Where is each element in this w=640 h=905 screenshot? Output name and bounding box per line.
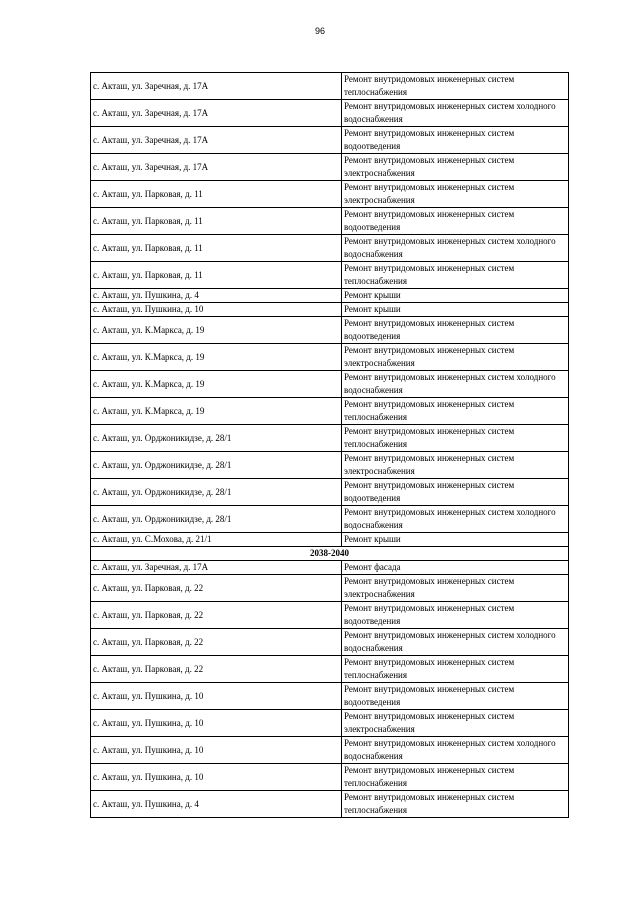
work-type-cell: Ремонт фасада [342, 561, 569, 575]
works-table [90, 72, 569, 818]
address-cell: с. Акташ, ул. Парковая, д. 11 [91, 208, 342, 235]
address-cell: с. Акташ, ул. Пушкина, д. 10 [91, 737, 342, 764]
address-cell: с. Акташ, ул. Парковая, д. 22 [91, 629, 342, 656]
table-row [91, 100, 569, 127]
address-cell: с. Акташ, ул. Орджоникидзе, д. 28/1 [91, 452, 342, 479]
address-cell: с. Акташ, ул. Пушкина, д. 10 [91, 764, 342, 791]
table-row [91, 235, 569, 262]
address-cell: с. Акташ, ул. Парковая, д. 22 [91, 656, 342, 683]
works-table-body [91, 73, 569, 818]
address-cell: с. Акташ, ул. С.Мохова, д. 21/1 [91, 533, 342, 547]
table-row [91, 575, 569, 602]
address-cell: с. Акташ, ул. Парковая, д. 11 [91, 262, 342, 289]
address-cell: с. Акташ, ул. Пушкина, д. 10 [91, 710, 342, 737]
work-type-cell: Ремонт внутридомовых инженерных систем теплоснабжения [342, 73, 569, 100]
address-cell: с. Акташ, ул. Заречная, д. 17А [91, 73, 342, 100]
work-type-cell: Ремонт внутридомовых инженерных систем теплоснабжения [342, 656, 569, 683]
table-row [91, 656, 569, 683]
table-row [91, 317, 569, 344]
address-cell: с. Акташ, ул. К.Маркса, д. 19 [91, 344, 342, 371]
table-row [91, 127, 569, 154]
period-header-row [91, 547, 569, 561]
work-type-cell: Ремонт крыши [342, 303, 569, 317]
work-type-cell: Ремонт внутридомовых инженерных систем теплоснабжения [342, 791, 569, 818]
work-type-cell: Ремонт внутридомовых инженерных систем холодного водоснабжения [342, 737, 569, 764]
work-type-cell: Ремонт внутридомовых инженерных систем холодного водоснабжения [342, 629, 569, 656]
table-row [91, 303, 569, 317]
address-cell: с. Акташ, ул. Парковая, д. 22 [91, 575, 342, 602]
table-row [91, 398, 569, 425]
work-type-cell: Ремонт внутридомовых инженерных систем электроснабжения [342, 181, 569, 208]
address-cell: с. Акташ, ул. Парковая, д. 11 [91, 181, 342, 208]
address-cell: с. Акташ, ул. Заречная, д. 17А [91, 154, 342, 181]
address-cell: с. Акташ, ул. Пушкина, д. 10 [91, 303, 342, 317]
work-type-cell: Ремонт внутридомовых инженерных систем электроснабжения [342, 710, 569, 737]
work-type-cell: Ремонт крыши [342, 289, 569, 303]
table-row [91, 208, 569, 235]
table-row [91, 262, 569, 289]
table-row [91, 452, 569, 479]
work-type-cell: Ремонт внутридомовых инженерных систем водоотведения [342, 479, 569, 506]
work-type-cell: Ремонт внутридомовых инженерных систем теплоснабжения [342, 764, 569, 791]
address-cell: с. Акташ, ул. Заречная, д. 17А [91, 127, 342, 154]
table-row [91, 629, 569, 656]
address-cell: с. Акташ, ул. Заречная, д. 17А [91, 100, 342, 127]
work-type-cell: Ремонт внутридомовых инженерных систем электроснабжения [342, 575, 569, 602]
work-type-cell: Ремонт внутридомовых инженерных систем водоотведения [342, 127, 569, 154]
table-row [91, 764, 569, 791]
work-type-cell: Ремонт внутридомовых инженерных систем теплоснабжения [342, 262, 569, 289]
page-number: 96 [314, 26, 325, 36]
table-row [91, 289, 569, 303]
table-row [91, 73, 569, 100]
table-row [91, 344, 569, 371]
work-type-cell: Ремонт внутридомовых инженерных систем электроснабжения [342, 452, 569, 479]
work-type-cell: Ремонт внутридомовых инженерных систем водоотведения [342, 208, 569, 235]
address-cell: с. Акташ, ул. Орджоникидзе, д. 28/1 [91, 425, 342, 452]
address-cell: с. Акташ, ул. Пушкина, д. 4 [91, 791, 342, 818]
address-cell: с. Акташ, ул. Пушкина, д. 4 [91, 289, 342, 303]
address-cell: с. Акташ, ул. Орджоникидзе, д. 28/1 [91, 479, 342, 506]
work-type-cell: Ремонт внутридомовых инженерных систем холодного водоснабжения [342, 235, 569, 262]
table-row [91, 425, 569, 452]
work-type-cell: Ремонт внутридомовых инженерных систем теплоснабжения [342, 398, 569, 425]
address-cell: с. Акташ, ул. К.Маркса, д. 19 [91, 317, 342, 344]
work-type-cell: Ремонт внутридомовых инженерных систем водоотведения [342, 683, 569, 710]
table-row [91, 602, 569, 629]
work-type-cell: Ремонт крыши [342, 533, 569, 547]
address-cell: с. Акташ, ул. Орджоникидзе, д. 28/1 [91, 506, 342, 533]
address-cell: с. Акташ, ул. К.Маркса, д. 19 [91, 371, 342, 398]
work-type-cell: Ремонт внутридомовых инженерных систем водоотведения [342, 602, 569, 629]
table-row [91, 683, 569, 710]
address-cell: с. Акташ, ул. К.Маркса, д. 19 [91, 398, 342, 425]
address-cell: с. Акташ, ул. Заречная, д. 17А [91, 561, 342, 575]
table-row [91, 154, 569, 181]
table-row [91, 181, 569, 208]
work-type-cell: Ремонт внутридомовых инженерных систем водоотведения [342, 317, 569, 344]
address-cell: с. Акташ, ул. Пушкина, д. 10 [91, 683, 342, 710]
address-cell: с. Акташ, ул. Парковая, д. 22 [91, 602, 342, 629]
table-row [91, 371, 569, 398]
table-row [91, 737, 569, 764]
work-type-cell: Ремонт внутридомовых инженерных систем холодного водоснабжения [342, 100, 569, 127]
table-row [91, 710, 569, 737]
table-row [91, 533, 569, 547]
work-type-cell: Ремонт внутридомовых инженерных систем электроснабжения [342, 344, 569, 371]
work-type-cell: Ремонт внутридомовых инженерных систем теплоснабжения [342, 425, 569, 452]
table-row [91, 479, 569, 506]
table-row [91, 506, 569, 533]
period-label: 2038-2040 [91, 547, 569, 561]
work-type-cell: Ремонт внутридомовых инженерных систем электроснабжения [342, 154, 569, 181]
table-row [91, 791, 569, 818]
work-type-cell: Ремонт внутридомовых инженерных систем холодного водоснабжения [342, 506, 569, 533]
table-row [91, 561, 569, 575]
work-type-cell: Ремонт внутридомовых инженерных систем холодного водоснабжения [342, 371, 569, 398]
address-cell: с. Акташ, ул. Парковая, д. 11 [91, 235, 342, 262]
